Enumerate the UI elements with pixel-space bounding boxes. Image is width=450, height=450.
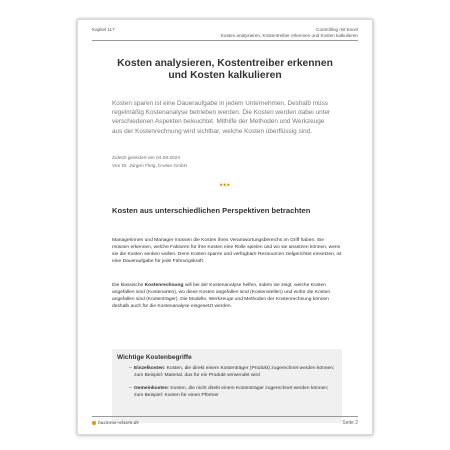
- author-line: Von Dr. Jürgen Fleig, b-wise GmbH: [112, 164, 188, 169]
- terms-list: [129, 366, 336, 406]
- article-intro: Kosten sparen ist eine Daueraufgabe in jedem Unternehmen. Deshalb müss regelmäßig Kostenanalyse betrieben werden. Die Kosten werden dabei unter verschiedenen Aspekten beleuchtet. Mithilfe der Methoden und Werkzeuge aus der Kostenrechnung wird sichtbar, welche Kosten überflüssig sind.: [112, 100, 331, 135]
- document-page: [77, 19, 373, 435]
- updated-date: Zuletzt geändert am 04.08.2023: [112, 156, 181, 161]
- list-item: [129, 366, 336, 380]
- dash-bullet-icon: –: [129, 385, 132, 391]
- footer-rule: [92, 416, 358, 417]
- page-footer: [92, 416, 358, 426]
- term-name: Gemeinkosten: [134, 385, 168, 391]
- article-title: Kosten analysieren, Kostentreiber erkennen und Kosten kalkulieren: [117, 58, 333, 82]
- info-box: [112, 349, 342, 423]
- header-subtitle: Kosten analysieren, Kostentreiber erkennen und Kosten kalkulieren: [220, 33, 358, 38]
- section-paragraph-2: [112, 283, 342, 311]
- dash-bullet-icon: –: [129, 366, 132, 371]
- page-header: [92, 27, 358, 41]
- article-meta: [112, 155, 187, 171]
- para2-post: will bei der Kostenanalyse helfen, indem sie zeigt, welche Kosten angefallen sind (Kostenarten), wo diese Kosten angefallen sind (Kostenstellen) und wofür die Kosten angefallen sind (Kostenträger). Die Modelle, Werkzeuge und Methoden der Kostenrechnung können deshalb auch für die Kostenanalyse eingesetzt werden.: [112, 283, 331, 309]
- header-rule: [92, 40, 358, 41]
- info-box-title: Wichtige Kostenbegriffe: [117, 354, 192, 361]
- separator-dots: •••: [219, 180, 231, 190]
- term-definition: : Kosten, die direkt einem Kostenträger (Produkt) zugerechnet werden können; zum Beispiel: Material, das für ein Produkt verwendet wird: [134, 366, 335, 378]
- chapter-label: Kapitel 117: [92, 27, 115, 32]
- kostenrechnung-term: Kostenrechnung: [144, 283, 184, 288]
- page-number: Seite 2: [342, 420, 358, 426]
- brand-name: business-wissen.de: [98, 420, 139, 426]
- section-heading: Kosten aus unterschiedlichen Perspektiven betrachten: [112, 206, 311, 215]
- book-title: Controlling mit Excel: [316, 27, 358, 32]
- brand-dot-icon: [92, 421, 96, 425]
- section-paragraph-1: Managerinnen und Manager müssen die Kosten ihres Verantwortungsbereichs im Griff haben. Sie müssen erkennen, welche Faktoren für ihre Kosten eine Rolle spielen und wo sie ansetzen können, wenn sie die Kosten senken wollen. Denn Kosten sparen und verfügbare Ressourcen zielgerichtet einsetzen, ist eine Daueraufgabe für jede Führungskraft.: [112, 238, 342, 264]
- term-name: Einzelkosten: [134, 366, 164, 371]
- para2-pre: Die klassische: [112, 283, 145, 288]
- list-item: [129, 385, 336, 400]
- term-definition: : Kosten, die nicht direkt einem Kostenträger zugerechnet werden können; zum Beispiel: Kosten für einen Pförtner: [134, 385, 329, 398]
- brand-logo: [92, 420, 139, 426]
